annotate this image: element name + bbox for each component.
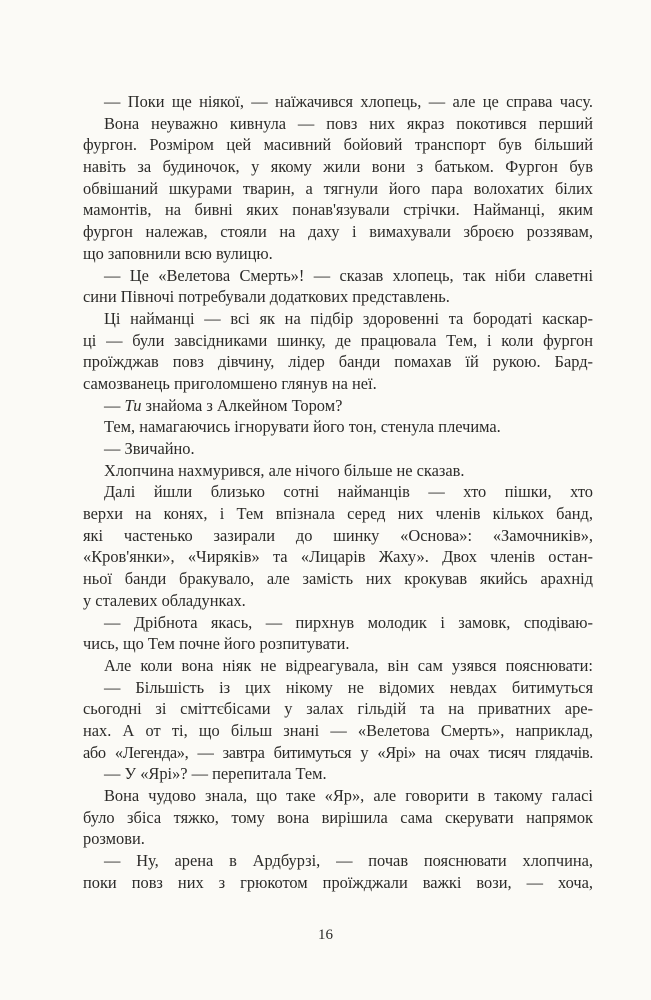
text-line: Далі йшли близько сотні найманців — хто пішки, хто bbox=[104, 482, 593, 502]
text-line: які частенько зазирали до шинку «Основа»: «Замочників», bbox=[83, 525, 593, 545]
text-line: ньої банди бракувало, але замість них крокував якийсь арахнід bbox=[83, 569, 593, 589]
text-line: Вона неуважно кивнула — повз них якраз покотився перший bbox=[104, 113, 593, 133]
text-line: Вона чудово знала, що таке «Яр», але говорити в такому галасі bbox=[104, 786, 593, 805]
text-line-rest: знайома з Алкейном Тором? bbox=[141, 395, 343, 415]
text-line: сьогодні зі сміттєбісами у залах гільдій та на приватних аре- bbox=[83, 699, 593, 719]
text-line: — Звичайно. bbox=[104, 439, 195, 458]
text-line: «Кров'янки», «Чиряків» та «Лицарів Жаху». Двох членів остан- bbox=[83, 547, 593, 567]
text-line: верхи на конях, і Тем впізнала серед них членів кількох банд, bbox=[83, 504, 593, 524]
text-line: чись, що Тем почне його розпитувати. bbox=[83, 634, 350, 654]
text-line: проїжджав повз дівчину, лідер банди помахав їй рукою. Бард- bbox=[83, 352, 593, 372]
text-line: — Ну, арена в Ардбурзі, — почав пояснювати хлопчина, bbox=[104, 851, 593, 871]
text-line: було збіса тяжко, тому вона вирішила сама скерувати напрямок bbox=[83, 807, 593, 827]
text-line: фургон належав, стояли на даху і вимахували зброєю роззявам, bbox=[83, 222, 593, 242]
text-line: — Більшість із цих нікому не відомих невдах битимуться bbox=[104, 677, 593, 697]
text-line: що заповнили всю вулицю. bbox=[83, 243, 273, 263]
text-line: — Дрібнота якась, — пирхнув молодик і замовк, сподіваю- bbox=[104, 612, 593, 632]
text-line: Ці найманці — всі як на підбір здоровенні та бородаті каскар- bbox=[104, 308, 593, 328]
text-line: Але коли вона ніяк не відреагувала, він сам узявся пояснювати: bbox=[104, 655, 593, 675]
page-number: 16 bbox=[318, 927, 333, 943]
text-line: мамонтів, на бивні яких понав'язували стрічки. Найманці, яким bbox=[83, 200, 593, 220]
text-line: ці — були завсідниками шинку, де працювала Тем, і коли фургон bbox=[83, 330, 593, 350]
text-line: обвішаний шкурами тварин, а тягнули його пара волохатих білих bbox=[83, 178, 593, 198]
text-line bbox=[83, 395, 593, 417]
text-line: у сталевих обладунках. bbox=[83, 590, 246, 610]
text-line: — Поки ще ніякої, — наїжачився хлопець, — але це справа часу. bbox=[104, 92, 593, 111]
text-line: самозванець приголомшено глянув на неї. bbox=[83, 373, 377, 393]
text-line: — Це «Велетова Смерть»! — сказав хлопець, так ніби славетні bbox=[104, 265, 593, 285]
italic-emphasis: Ти bbox=[124, 395, 142, 415]
text-line: сини Півночі потребували додаткових представлень. bbox=[83, 287, 450, 307]
text-line: поки повз них з грюкотом проїжджали важкі вози, — хоча, bbox=[83, 872, 593, 892]
text-line: нах. А от ті, що більш знані — «Велетова Смерть», наприклад, bbox=[83, 720, 593, 740]
text-line: навіть за будиночок, у якому жили вони з батьком. Фургон був bbox=[83, 157, 593, 177]
book-page-text bbox=[83, 91, 593, 893]
text-line: — У «Ярі»? — перепитала Тем. bbox=[104, 764, 327, 784]
text-line: Тем, намагаючись ігнорувати його тон, стенула плечима. bbox=[104, 417, 501, 437]
text-line: Хлопчина нахмурився, але нічого більше не сказав. bbox=[104, 460, 465, 480]
text-line: або «Легенда», — завтра битимуться у «Ярі» на очах тисяч глядачів. bbox=[83, 742, 593, 762]
text-line: фургон. Розміром цей масивний бойовий транспорт був більший bbox=[83, 135, 593, 155]
text-line-prefix: — bbox=[104, 395, 125, 415]
text-line: розмови. bbox=[83, 829, 145, 849]
